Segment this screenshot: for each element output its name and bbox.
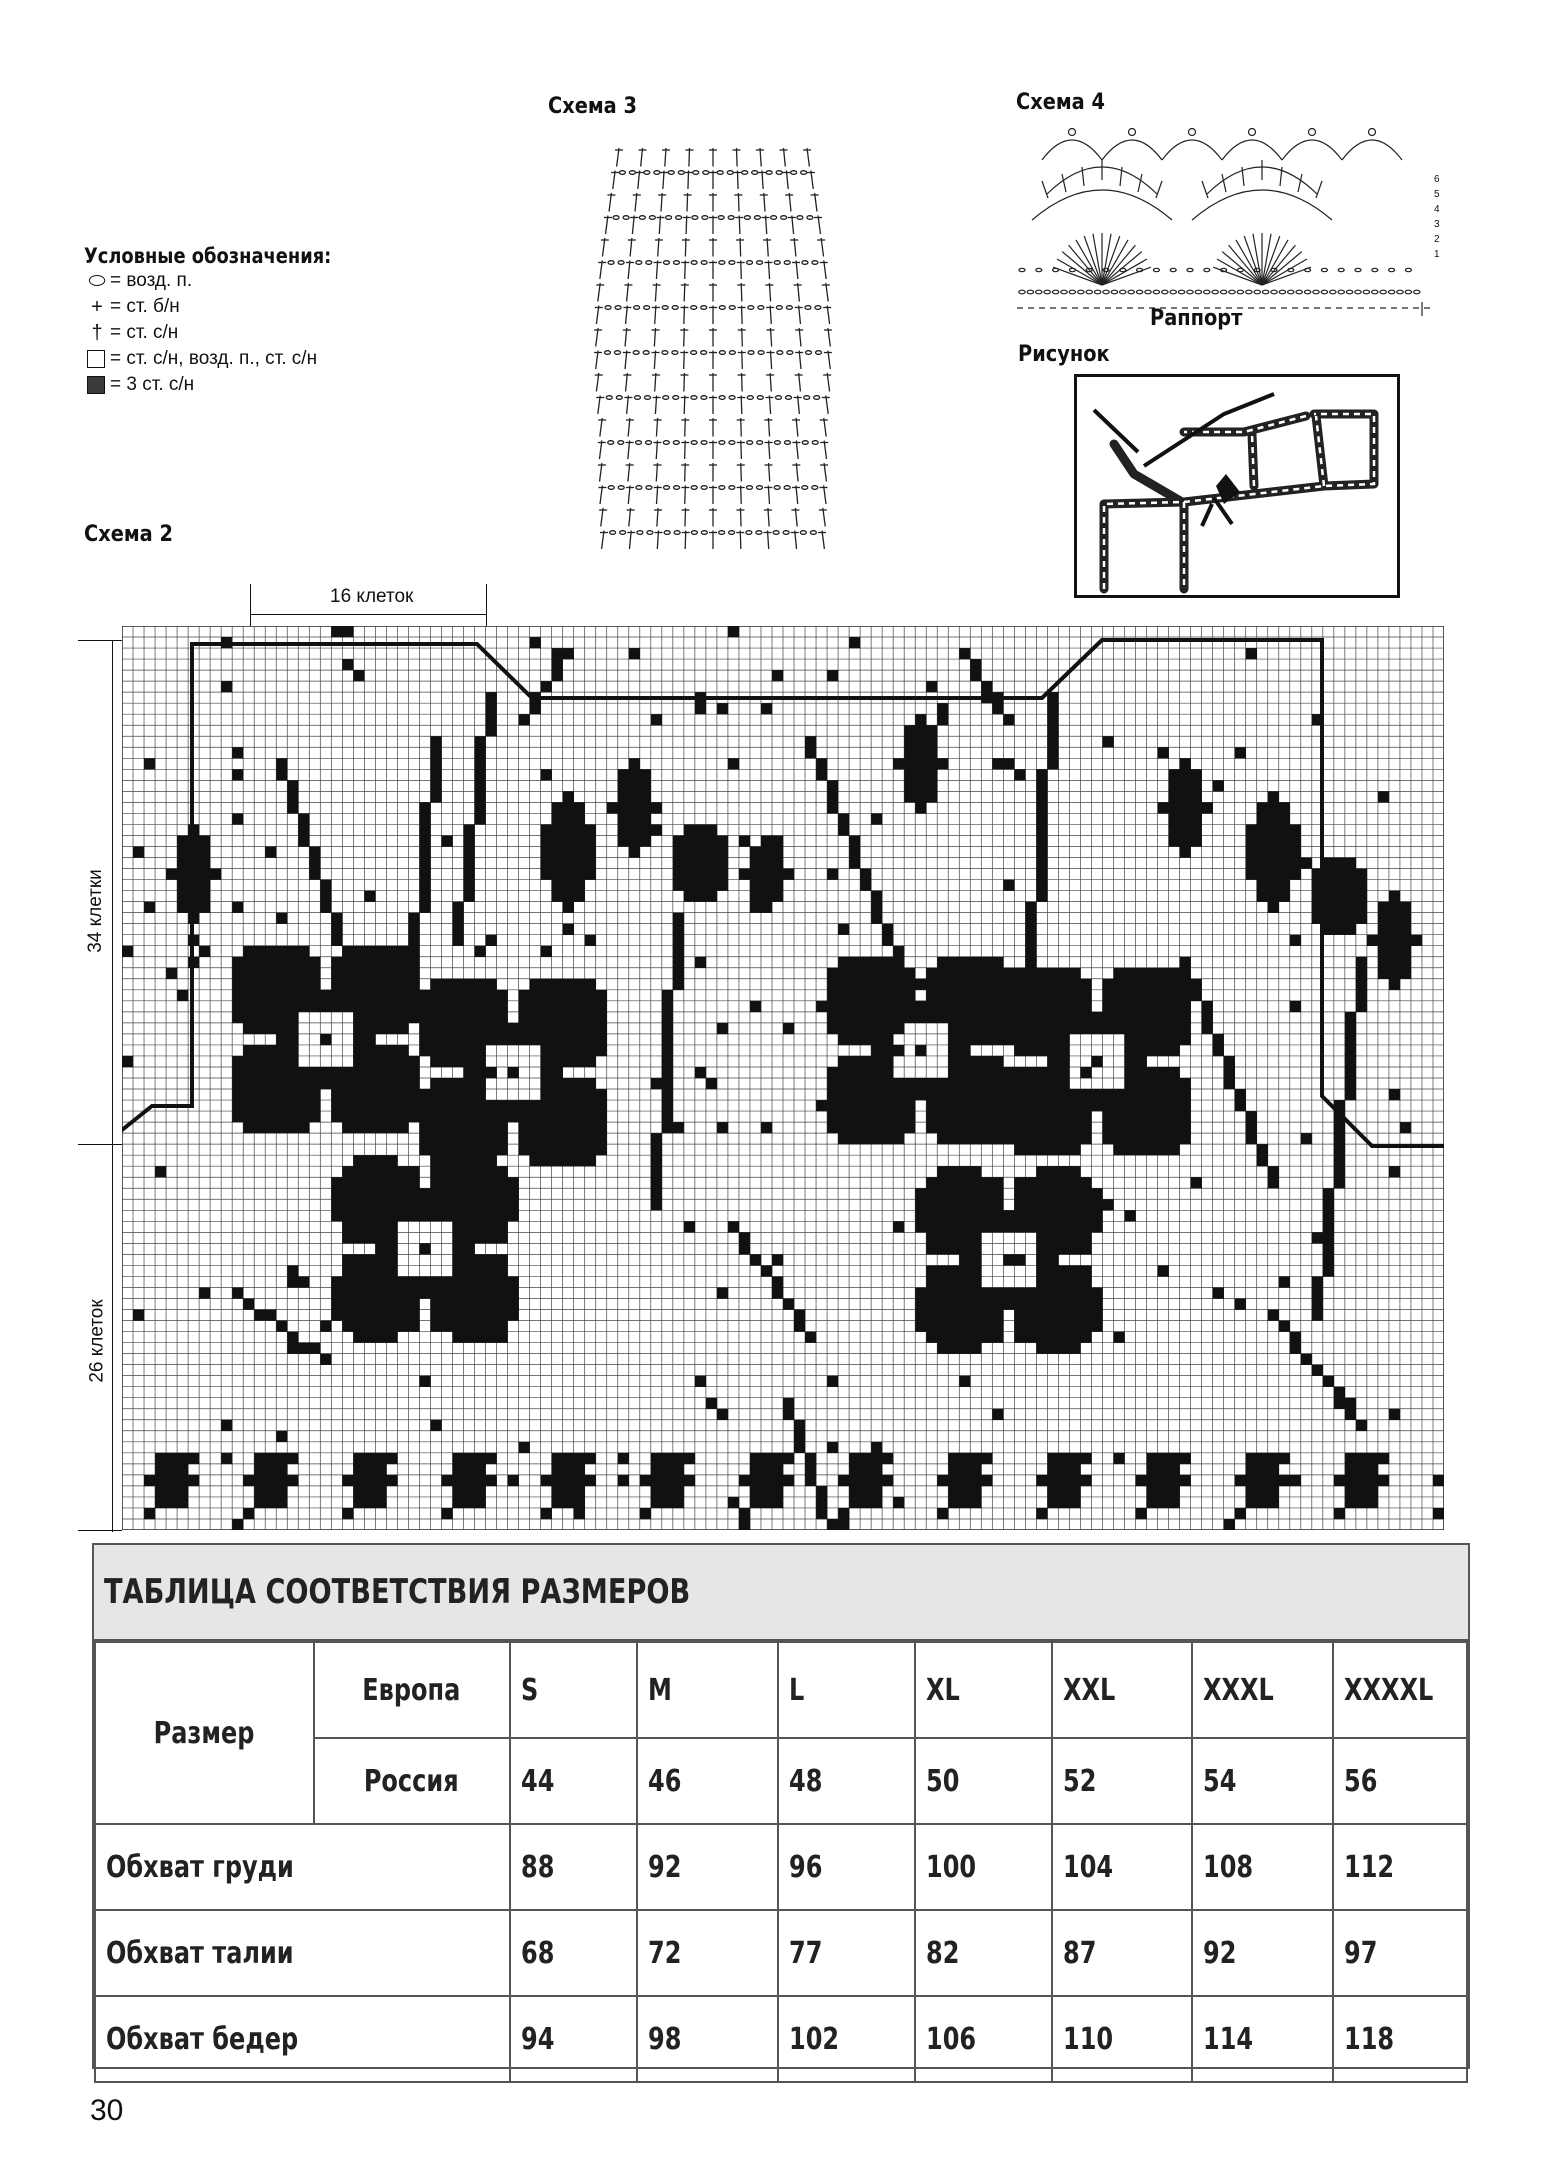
oval-icon: ⬭ xyxy=(88,269,106,292)
left-tick-top xyxy=(78,640,122,641)
row-number: 3 xyxy=(1434,219,1440,230)
russia-label-cell: Россия xyxy=(314,1738,510,1824)
legend-item xyxy=(84,320,375,346)
legend-item xyxy=(84,294,375,320)
filled-square-icon xyxy=(87,376,105,394)
table-cell: 110 xyxy=(1052,1996,1193,2082)
legend-text: = ст. б/н xyxy=(110,296,180,317)
table-cell: 108 xyxy=(1192,1824,1333,1910)
table-cell: 87 xyxy=(1052,1910,1193,1996)
row-number: 2 xyxy=(1434,234,1440,245)
row-number: 1 xyxy=(1434,249,1440,260)
scheme4-title: Схема 4 xyxy=(1016,90,1105,115)
table-cell: XXL xyxy=(1052,1642,1193,1738)
legend-text: = возд. п. xyxy=(110,270,193,291)
legend-item xyxy=(84,268,375,294)
row-number: 4 xyxy=(1434,204,1440,215)
table-cell: 118 xyxy=(1333,1996,1467,2082)
top-dimension-label: 16 клеток xyxy=(330,586,414,607)
table-cell: 44 xyxy=(510,1738,638,1824)
scheme2-chart xyxy=(122,626,1444,1530)
size-table-grid xyxy=(94,1641,1468,2083)
left-dimension-line xyxy=(112,640,113,1532)
table-cell: 106 xyxy=(915,1996,1052,2082)
size-table-title-bar xyxy=(94,1545,1468,1641)
drawing-illustration xyxy=(1074,374,1400,598)
table-cell: 114 xyxy=(1192,1996,1333,2082)
table-cell: L xyxy=(778,1642,915,1738)
table-row xyxy=(95,1996,1467,2082)
row-label-cell: Обхват бедер xyxy=(95,1996,510,2082)
table-cell: 104 xyxy=(1052,1824,1193,1910)
table-cell: 54 xyxy=(1192,1738,1333,1824)
table-cell: M xyxy=(637,1642,778,1738)
table-cell: 82 xyxy=(915,1910,1052,1996)
table-cell: 96 xyxy=(778,1824,915,1910)
plus-icon: + xyxy=(91,295,103,318)
table-cell: 112 xyxy=(1333,1824,1467,1910)
page-number: 30 xyxy=(90,2094,124,2127)
scheme4-row-numbers xyxy=(1434,172,1440,262)
top-dimension-line xyxy=(250,614,486,615)
dagger-icon: † xyxy=(91,321,103,344)
table-cell: XXXL xyxy=(1192,1642,1333,1738)
table-cell: S xyxy=(510,1642,638,1738)
scheme4-caption: Раппорт xyxy=(1150,306,1243,331)
legend-item xyxy=(84,346,375,372)
scheme3-title: Схема 3 xyxy=(548,94,637,119)
scheme3-diagram xyxy=(578,138,848,558)
legend-text: = 3 ст. с/н xyxy=(110,374,195,395)
table-cell: 100 xyxy=(915,1824,1052,1910)
scheme4-diagram xyxy=(1012,120,1442,320)
row-label-cell: Обхват талии xyxy=(95,1910,510,1996)
table-cell: 68 xyxy=(510,1910,638,1996)
row-label-cell: Обхват груди xyxy=(95,1824,510,1910)
left-tick-bottom xyxy=(78,1530,122,1531)
legend-title: Условные обозначения: xyxy=(84,244,332,268)
table-cell: 98 xyxy=(637,1996,778,2082)
table-row xyxy=(95,1642,1467,1738)
table-cell: 94 xyxy=(510,1996,638,2082)
table-cell: 72 xyxy=(637,1910,778,1996)
legend-text: = ст. с/н, возд. п., ст. с/н xyxy=(110,348,318,369)
scheme2-title: Схема 2 xyxy=(84,522,173,547)
table-row xyxy=(95,1910,1467,1996)
legend-item xyxy=(84,372,375,398)
legend-text: = ст. с/н xyxy=(110,322,179,343)
left-dimension-lower-label: 26 клеток xyxy=(86,1299,108,1383)
table-cell: 102 xyxy=(778,1996,915,2082)
table-cell: 88 xyxy=(510,1824,638,1910)
legend xyxy=(84,244,375,398)
row-number: 5 xyxy=(1434,189,1440,200)
table-cell: XL xyxy=(915,1642,1052,1738)
left-tick-mid xyxy=(78,1144,122,1145)
table-cell: XXXXL xyxy=(1333,1642,1467,1738)
table-row xyxy=(95,1824,1467,1910)
table-cell: 52 xyxy=(1052,1738,1193,1824)
table-cell: 46 xyxy=(637,1738,778,1824)
table-cell: 48 xyxy=(778,1738,915,1824)
empty-square-icon xyxy=(87,350,105,368)
europe-label-cell: Европа xyxy=(314,1642,510,1738)
table-cell: 97 xyxy=(1333,1910,1467,1996)
left-dimension-upper-label: 34 клетки xyxy=(84,869,106,953)
table-cell: 56 xyxy=(1333,1738,1467,1824)
drawing-title: Рисунок xyxy=(1018,342,1110,367)
table-cell: 92 xyxy=(637,1824,778,1910)
table-cell: 50 xyxy=(915,1738,1052,1824)
size-table xyxy=(92,1543,1470,2069)
row-number: 6 xyxy=(1434,174,1440,185)
size-table-title: ТАБЛИЦА СООТВЕТСТВИЯ РАЗМЕРОВ xyxy=(104,1572,691,1612)
size-header-cell: Размер xyxy=(95,1642,314,1824)
table-cell: 77 xyxy=(778,1910,915,1996)
table-cell: 92 xyxy=(1192,1910,1333,1996)
